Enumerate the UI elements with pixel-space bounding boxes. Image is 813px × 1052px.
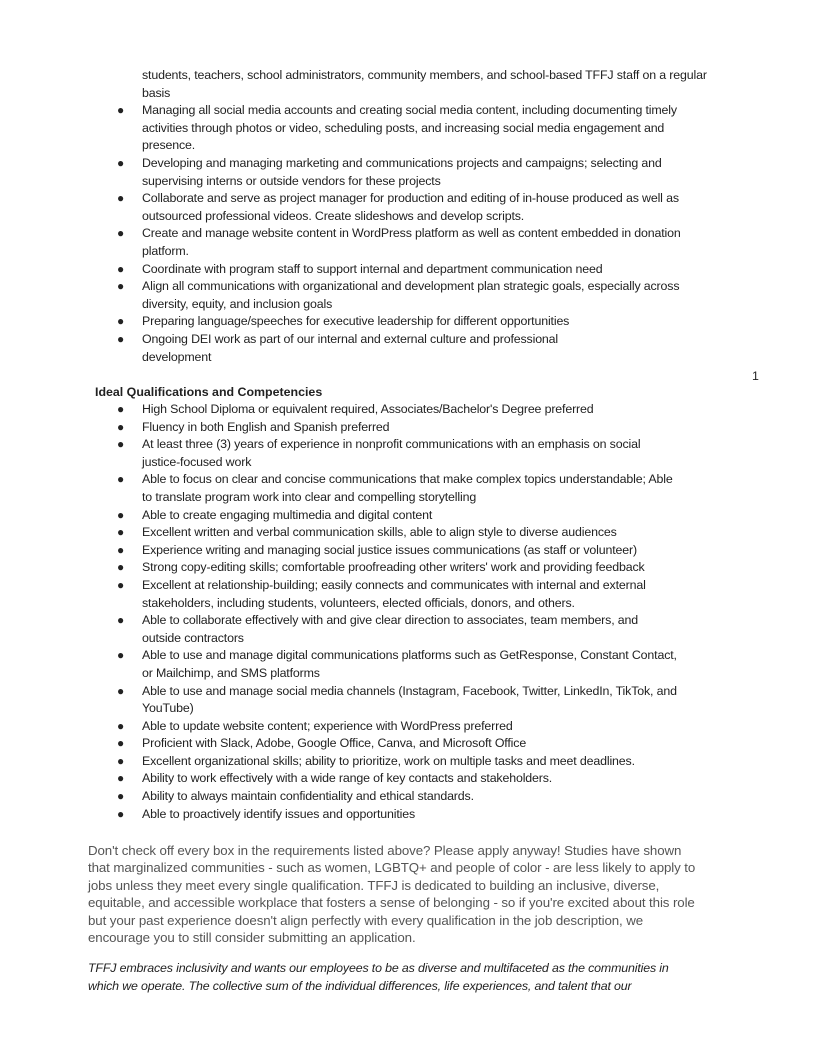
- list-item-text: diversity, equity, and inclusion goals: [142, 296, 333, 311]
- list-item: [117, 542, 677, 560]
- list-item: [117, 436, 677, 471]
- list-item: [117, 718, 677, 736]
- list-item-text: Excellent written and verbal communication skills, able to align style to diverse audiences: [142, 525, 617, 540]
- statement-line: which we operate. The collective sum of the individual differences, life experiences, and talent that our: [88, 978, 632, 993]
- qualifications-list: [117, 401, 677, 823]
- page-number: 1: [752, 369, 759, 383]
- bullet-icon: ●: [117, 191, 125, 206]
- list-item: [117, 278, 707, 313]
- list-item-text: platform.: [142, 243, 189, 258]
- list-item-text: Managing all social media accounts and creating social media content, including documenting timely: [142, 103, 677, 118]
- list-item: [117, 313, 707, 331]
- list-item-text: Able to use and manage social media channels (Instagram, Facebook, Twitter, LinkedIn, TikTok, and: [142, 683, 677, 698]
- bullet-icon: ●: [117, 155, 125, 170]
- list-item-text: Excellent at relationship-building; easily connects and communicates with internal and external: [142, 577, 646, 592]
- list-item-text: outside contractors: [142, 630, 244, 645]
- bullet-icon: ●: [117, 648, 125, 663]
- list-item-text: Excellent organizational skills; ability to prioritize, work on multiple tasks and meet deadlines.: [142, 753, 635, 768]
- list-item: [117, 190, 707, 225]
- bullet-icon: ●: [117, 279, 125, 294]
- list-item: [117, 559, 677, 577]
- list-item: [117, 331, 707, 366]
- list-item-text: presence.: [142, 138, 196, 153]
- list-item-text: Ongoing DEI work as part of our internal and external culture and professional: [142, 331, 559, 346]
- bullet-icon: ●: [117, 314, 125, 329]
- paragraph-line: but your past experience doesn't align perfectly with every qualification in the job description, we: [88, 912, 644, 928]
- bullet-icon: ●: [117, 437, 125, 452]
- list-item-text: basis: [142, 85, 171, 100]
- list-item-text: Collaborate and serve as project manager for production and editing of in-house produced as well as: [142, 191, 679, 206]
- list-item: [117, 225, 707, 260]
- list-item-text: Create and manage website content in WordPress platform as well as content embedded in donation: [142, 226, 681, 241]
- paragraph-line: equitable, and accessible workplace that fosters a sense of belonging - so if you're excited about this role: [88, 895, 695, 911]
- list-item: [117, 612, 677, 647]
- list-item-text: Able to proactively identify issues and opportunities: [142, 806, 416, 821]
- bullet-icon: ●: [117, 613, 125, 628]
- list-item-text: Preparing language/speeches for executive leadership for different opportunities: [142, 314, 570, 329]
- bullet-icon: ●: [117, 683, 125, 698]
- bullet-icon: ●: [117, 103, 125, 118]
- bullet-icon: ●: [117, 525, 125, 540]
- bullet-icon: ●: [117, 560, 125, 575]
- bullet-icon: ●: [117, 718, 125, 733]
- list-item-text: Strong copy-editing skills; comfortable proofreading other writers' work and providing feedback: [142, 560, 645, 575]
- bullet-icon: ●: [117, 806, 125, 821]
- bullet-icon: ●: [117, 331, 125, 346]
- list-item: [117, 753, 677, 771]
- bullet-icon: ●: [117, 507, 125, 522]
- bullet-icon: ●: [117, 472, 125, 487]
- list-item-text: students, teachers, school administrators, community members, and school-based TFFJ staff on a regular: [142, 68, 707, 82]
- list-item-text: At least three (3) years of experience in nonprofit communications with an emphasis on social: [142, 437, 641, 452]
- list-item: [117, 577, 677, 612]
- bullet-icon: ●: [117, 419, 125, 434]
- bullet-icon: ●: [117, 402, 125, 416]
- list-item-text: Able to use and manage digital communications platforms such as GetResponse, Constant Contact,: [142, 648, 677, 663]
- list-item-text: development: [142, 349, 212, 364]
- list-item: [117, 401, 677, 419]
- bullet-icon: ●: [117, 771, 125, 786]
- responsibilities-list: [117, 67, 707, 366]
- paragraph-line: encourage you to still consider submitting an application.: [88, 930, 416, 946]
- encouragement-paragraph: [88, 842, 695, 946]
- list-item-text: or Mailchimp, and SMS platforms: [142, 665, 320, 680]
- list-item-text: Able to focus on clear and concise communications that make complex topics understandable; Able: [142, 472, 673, 487]
- list-item-text: to translate program work into clear and compelling storytelling: [142, 489, 477, 504]
- list-item-text: YouTube): [142, 701, 194, 716]
- list-item-text: supervising interns or outside vendors for these projects: [142, 173, 441, 188]
- list-item-text: outsourced professional videos. Create slideshows and develop scripts.: [142, 208, 525, 223]
- bullet-icon: ●: [117, 789, 125, 804]
- bullet-icon: ●: [117, 542, 125, 557]
- list-item-text: activities through photos or video, scheduling posts, and increasing social media engagement and: [142, 120, 665, 135]
- list-item: [117, 683, 677, 718]
- list-item: [142, 67, 707, 102]
- list-item-text: Able to collaborate effectively with and give clear direction to associates, team members, and: [142, 613, 639, 628]
- paragraph-line: jobs unless they meet every single qualification. TFFJ is dedicated to building an inclusive, diverse,: [88, 877, 660, 893]
- list-item: [117, 788, 677, 806]
- list-item: [117, 155, 707, 190]
- list-item: [117, 735, 677, 753]
- list-item-text: Coordinate with program staff to support internal and department communication need: [142, 261, 603, 276]
- list-item: [117, 524, 677, 542]
- statement-line: TFFJ embraces inclusivity and wants our employees to be as diverse and multifaceted as the communities in: [88, 961, 669, 975]
- list-item: [117, 806, 677, 824]
- list-item: [117, 419, 677, 437]
- list-item: [117, 770, 677, 788]
- list-item-text: Able to update website content; experience with WordPress preferred: [142, 718, 513, 733]
- list-item-text: Align all communications with organizational and development plan strategic goals, especially across: [142, 279, 680, 294]
- list-item: [117, 507, 677, 525]
- bullet-icon: ●: [117, 577, 125, 592]
- inclusivity-statement: [88, 960, 669, 995]
- paragraph-line: Don't check off every box in the requirements listed above? Please apply anyway! Studies have shown: [88, 843, 682, 858]
- list-item-text: stakeholders, including students, volunteers, elected officials, donors, and others.: [142, 595, 575, 610]
- qualifications-heading: Ideal Qualifications and Competencies: [95, 385, 323, 399]
- paragraph-line: that marginalized communities - such as women, LGBTQ+ and people of color - are less likely to apply to: [88, 860, 696, 876]
- list-item-text: Developing and managing marketing and communications projects and campaigns; selecting and: [142, 155, 662, 170]
- list-item-text: Experience writing and managing social justice issues communications (as staff or volunteer): [142, 542, 637, 557]
- list-item: [117, 102, 707, 155]
- list-item: [117, 261, 707, 279]
- bullet-icon: ●: [117, 736, 125, 751]
- bullet-icon: ●: [117, 753, 125, 768]
- list-item: [117, 647, 677, 682]
- list-item-text: justice-focused work: [142, 454, 252, 469]
- list-item-text: Proficient with Slack, Adobe, Google Office, Canva, and Microsoft Office: [142, 736, 527, 751]
- list-item-text: Ability to work effectively with a wide range of key contacts and stakeholders.: [142, 771, 553, 786]
- list-item-text: Fluency in both English and Spanish preferred: [142, 419, 390, 434]
- list-item-text: Ability to always maintain confidentiality and ethical standards.: [142, 789, 474, 804]
- list-item-text: High School Diploma or equivalent required, Associates/Bachelor's Degree preferred: [142, 402, 594, 416]
- bullet-icon: ●: [117, 226, 125, 241]
- list-item-text: Able to create engaging multimedia and digital content: [142, 507, 433, 522]
- list-item: [117, 471, 677, 506]
- bullet-icon: ●: [117, 261, 125, 276]
